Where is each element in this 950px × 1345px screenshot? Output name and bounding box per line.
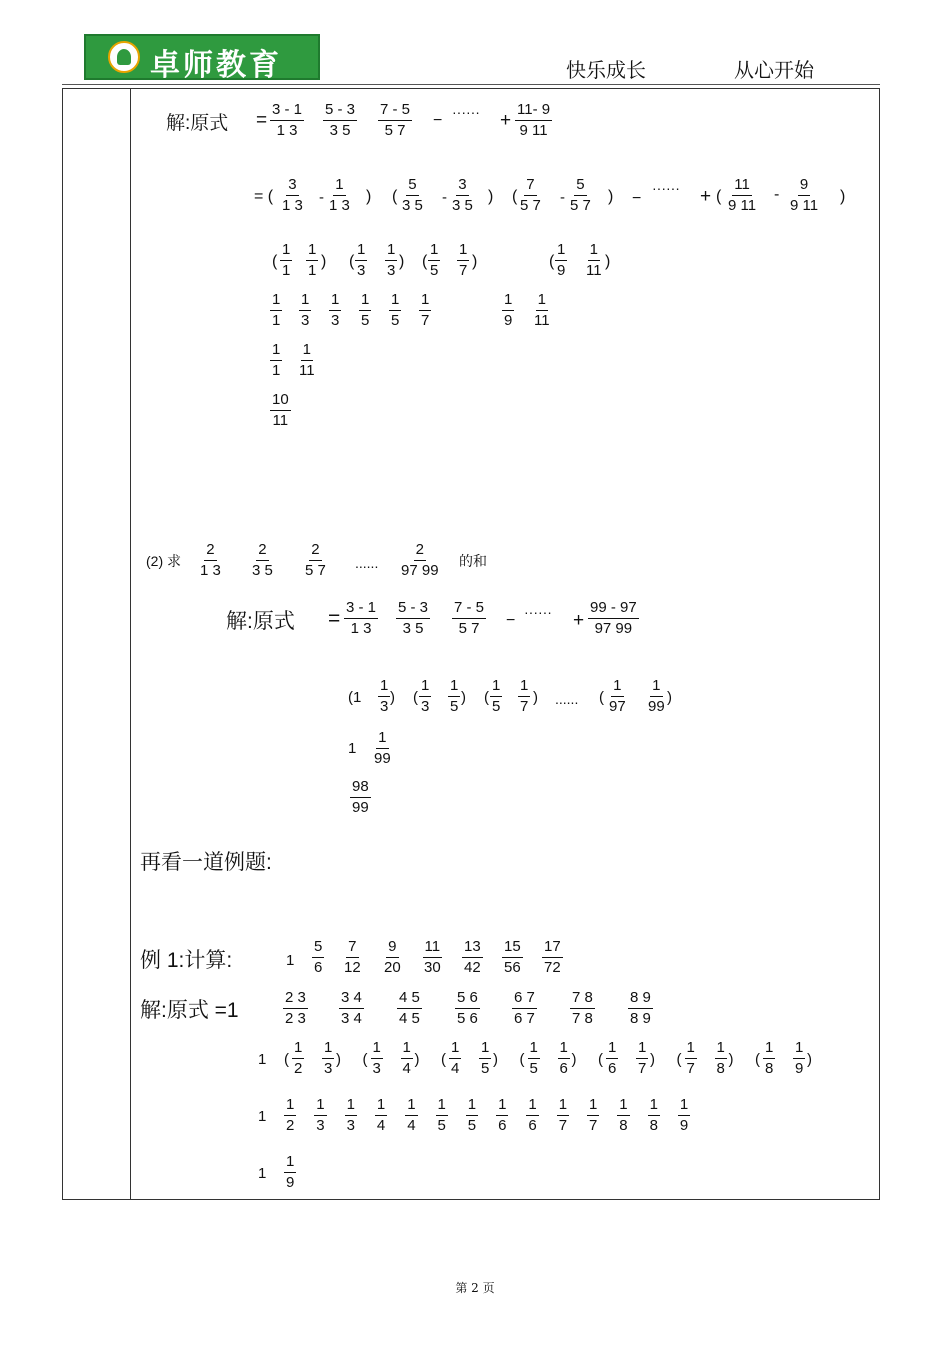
solution-label: 解:原式 (166, 113, 229, 134)
fraction: $\frac{1}{5}$ (467, 1096, 477, 1134)
open-paren: ( (284, 1051, 289, 1068)
fraction: $\frac{1}{6}$ (528, 1096, 537, 1134)
brand-logo (84, 34, 320, 83)
fraction: $\frac{1}{4}$ (451, 1039, 460, 1077)
solution-label: 解:原式 =1 (140, 999, 239, 1022)
fraction: $\frac{11- 9}{9 11}$ (517, 101, 551, 139)
minus-sign: − (433, 112, 443, 129)
question-prefix: (2) 求 (146, 553, 181, 569)
close-paren: ) (650, 1051, 655, 1068)
fraction: $\frac{7 - 5}{5 7}$ (380, 101, 411, 139)
solution-label: 解:原式 (226, 610, 295, 633)
slogan-left: 快乐成长 (566, 58, 646, 82)
page-number: 第 2 页 (455, 1281, 495, 1295)
fraction: $\frac{1}{4}$ (402, 1039, 411, 1077)
open-paren: ( (755, 1051, 760, 1068)
fraction: $\frac{9}{9 11}$ (790, 176, 819, 214)
open-paren: ( (519, 1051, 525, 1068)
fraction: $\frac{5}{3 5}$ (402, 176, 423, 214)
equals-sign: = (256, 110, 268, 131)
ellipsis: ······ (452, 104, 480, 120)
fraction: $\frac{1}{7}$ (589, 1096, 598, 1134)
fraction: $\frac{1}{1 3}$ (329, 176, 350, 214)
fraction: $\frac{1}{9}$ (795, 1039, 804, 1077)
fraction: $\frac{3 - 1}{1 3}$ (272, 101, 303, 139)
fraction: $\frac{1}{5}$ (437, 1096, 446, 1134)
close-paren: ) (728, 1051, 734, 1068)
frame-divider (130, 88, 131, 1200)
fraction: $\frac{1}{5}$ (529, 1039, 538, 1077)
minus-sign: − (632, 190, 642, 207)
fraction: $\frac{1}{8}$ (716, 1039, 725, 1077)
fraction: $\frac{11}{9 11}$ (728, 176, 757, 214)
open-paren: = ( (254, 188, 274, 205)
ellipsis: ...... (355, 555, 379, 571)
close-paren: ) (414, 1051, 420, 1068)
open-paren: ( (362, 1051, 368, 1068)
fraction: $\frac{3}{1 3}$ (282, 176, 303, 214)
fraction: $\frac{1}{3}$ (346, 1096, 355, 1134)
fraction: $\frac{1}{6}$ (608, 1039, 617, 1077)
fraction: $\frac{3}{3 5}$ (452, 176, 473, 214)
fraction: $\frac{7}{5 7}$ (520, 176, 541, 214)
open-paren: ( (676, 1051, 682, 1068)
close-paren: ) (493, 1051, 498, 1068)
question-suffix: 的和 (459, 553, 487, 569)
fraction: $\frac{1}{6}$ (498, 1096, 507, 1134)
fraction: $\frac{1}{7}$ (558, 1096, 568, 1134)
plus-sign: + (500, 110, 512, 131)
close-paren: ) (807, 1051, 812, 1068)
open-paren: ( (598, 1051, 603, 1068)
fraction: $\frac{5 - 3}{3 5}$ (325, 101, 356, 139)
result-fraction: $\frac{10}{11}$ (272, 391, 289, 429)
fraction: $\frac{1}{2}$ (294, 1039, 303, 1077)
fraction: $\frac{1}{3}$ (324, 1039, 333, 1077)
close-paren: ) (571, 1051, 577, 1068)
fraction: $\frac{5}{5 7}$ (570, 176, 591, 214)
fraction: $\frac{1}{8}$ (619, 1096, 628, 1134)
close-paren: ) (336, 1051, 341, 1068)
fraction: $\frac{1}{7}$ (686, 1039, 695, 1077)
fraction: $\frac{1}{9}$ (679, 1096, 689, 1134)
logo-text: 卓师教育 (150, 48, 282, 83)
ellipsis: ······ (652, 180, 680, 196)
header-rule (62, 84, 880, 85)
fraction: $\frac{1}{8}$ (649, 1096, 658, 1134)
fraction: $\frac{1}{5}$ (481, 1039, 490, 1077)
slogan-right: 从心开始 (734, 58, 814, 82)
plus-sign: + (700, 186, 712, 207)
example-label: 例 1:计算: (140, 949, 233, 972)
open-paren: ( (441, 1051, 446, 1068)
logo-emblem-icon (108, 41, 140, 73)
fraction: $\frac{1}{3}$ (372, 1039, 381, 1077)
fraction: $\frac{1}{6}$ (559, 1039, 568, 1077)
fraction: $\frac{1}{4}$ (407, 1096, 416, 1134)
fraction: $\frac{1}{8}$ (765, 1039, 774, 1077)
fraction: $\frac{1}{7}$ (638, 1039, 647, 1077)
fraction: $\frac{1}{4}$ (376, 1096, 386, 1134)
fraction: $\frac{1}{3}$ (316, 1096, 325, 1134)
content-frame (62, 88, 880, 1200)
result-fraction: $\frac{98}{99}$ (352, 778, 369, 816)
result-fraction: $\frac{1}{9}$ (286, 1153, 295, 1191)
section-lead: 再看一道例题: (140, 851, 272, 874)
fraction: $\frac{1}{2}$ (286, 1096, 295, 1134)
